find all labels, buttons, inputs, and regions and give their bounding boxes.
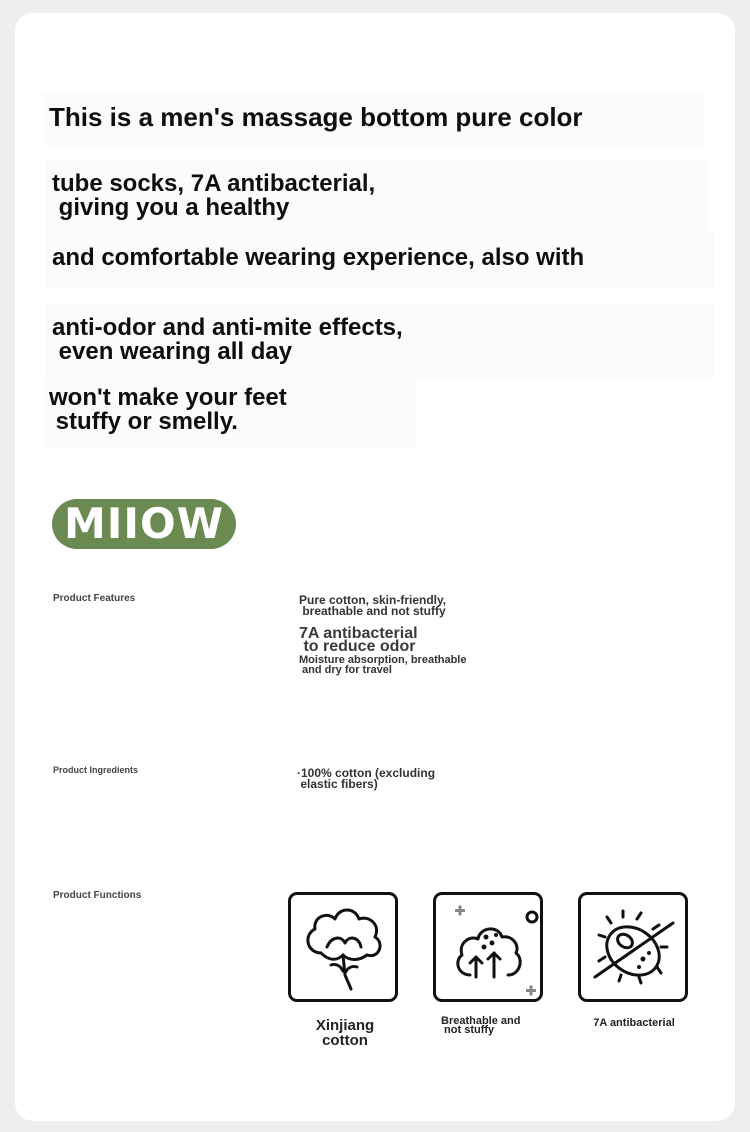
ingredients-value: ·100% cotton (excluding elastic fibers) <box>297 766 436 791</box>
breathable-icon <box>436 895 539 998</box>
headline-line-4: anti-odor and anti-mite effects, even wearing all day <box>46 304 714 378</box>
feature-item-1: Pure cotton, skin-friendly, breathable and not stuffy <box>299 593 447 618</box>
cotton-icon <box>291 895 394 998</box>
function-tile-breathable <box>433 892 543 1002</box>
function-caption-antibacterial: 7A antibacterial <box>593 1017 675 1029</box>
features-label: Product Features <box>53 593 136 604</box>
antibacterial-icon <box>581 895 684 998</box>
function-caption-cotton: Xinjiang cotton <box>315 1017 375 1049</box>
headline-line-1: This is a men's massage bottom pure color <box>43 92 705 146</box>
function-tile-cotton <box>288 892 398 1002</box>
headline-line-3: and comfortable wearing experience, also with <box>46 232 714 288</box>
headline-line-5: won't make your feet stuffy or smelly. <box>43 376 415 448</box>
feature-item-2: 7A antibacterial to reduce odor <box>299 625 418 655</box>
ingredients-label: Product Ingredients <box>53 765 139 775</box>
function-caption-breathable: Breathable and not stuffy <box>441 1015 521 1036</box>
functions-label: Product Functions <box>53 890 142 901</box>
function-tile-antibacterial <box>578 892 688 1002</box>
brand-logo: MIIOW <box>52 499 236 549</box>
headline-line-2: tube socks, 7A antibacterial, giving you a healthy <box>46 160 708 234</box>
feature-item-3: Moisture absorption, breathable and dry for travel <box>299 654 467 676</box>
